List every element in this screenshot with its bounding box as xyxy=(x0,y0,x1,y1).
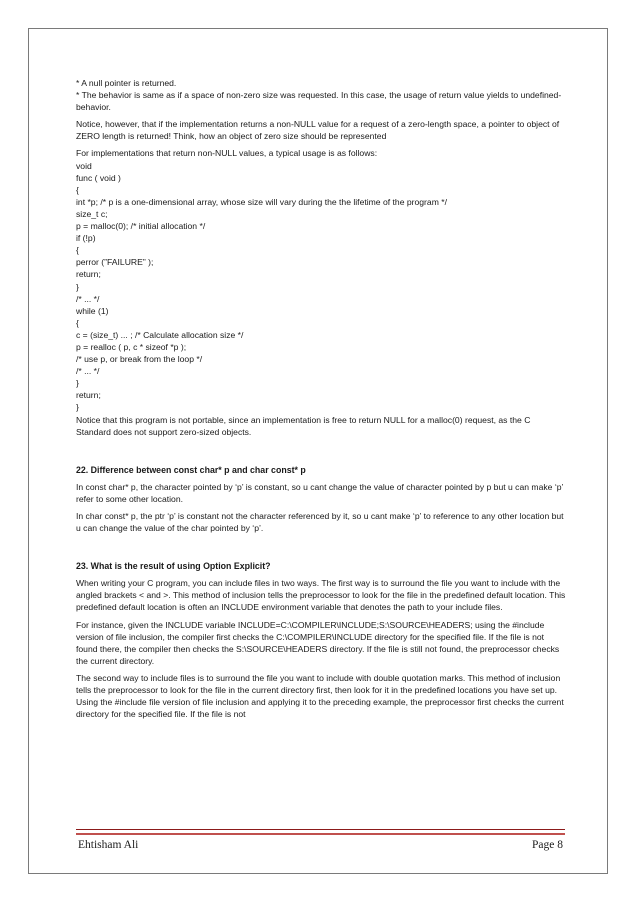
code-line: /* use p, or break from the loop */ xyxy=(76,354,203,365)
usage-paragraph: For implementations that return non-NULL values, a typical usage is as follows: xyxy=(76,148,378,159)
code-line: } xyxy=(76,378,79,389)
section-22-heading: 22. Difference between const char* p and char const* p xyxy=(76,464,306,475)
code-line: /* ... */ xyxy=(76,366,100,377)
code-line: c = (size_t) ... ; /* Calculate allocation size */ xyxy=(76,329,244,340)
code-line: perror (”FAILURE” ); xyxy=(76,257,154,268)
code-line: p = realloc ( p, c * sizeof *p ); xyxy=(76,341,187,352)
footer-author: Ehtisham Ali xyxy=(78,839,139,851)
code-line: if (!p) xyxy=(76,233,96,244)
section-23-paragraph-2: For instance, given the INCLUDE variable INCLUDE=C:\COMPILER\INCLUDE;S:\SOURCE\HEADERS; using the #include version of file inclusion, the compiler first checks the C:\COMPILER\INCLUDE directory for the specified file. If the file is not found there, the compiler then checks the S:\SOURCE\HEADERS directory. If the file is still not found, the preprocessor checks the current directory. xyxy=(76,619,560,666)
code-line: /* ... */ xyxy=(76,293,100,304)
notice-paragraph: Notice, however, that if the implementation returns a non-NULL value for a request of a zero-length space, a pointer to object of ZERO length is returned! Think, how an object of zero size should be represented xyxy=(76,119,560,142)
code-line: } xyxy=(76,281,79,292)
section-22-paragraph-2: In char const* p, the ptr ‘p’ is constant not the character referenced by it, so u cant make ‘p’ to reference to any other location but u can change the value of the char pointed by ‘p’. xyxy=(76,511,564,534)
bullet-nonzero-size: * The behavior is same as if a space of non-zero size was requested. In this case, the usage of return value yields to undefined-behavior. xyxy=(76,90,562,113)
code-line: { xyxy=(76,184,79,195)
page-content xyxy=(76,77,566,720)
section-22-paragraph-1: In const char* p, the character pointed by ‘p’ is constant, so u cant change the value of character pointed by p but u can make ‘p’ refer to some other location. xyxy=(76,481,564,504)
code-line: size_t c; xyxy=(76,208,108,219)
code-line: return; xyxy=(76,390,101,401)
code-line: { xyxy=(76,245,79,256)
code-line: } xyxy=(76,402,79,413)
section-23-paragraph-1: When writing your C program, you can include files in two ways. The first way is to surround the file you want to include with the angled brackets < and >. This method of inclusion tells the preprocessor to look for the file in the predefined default location. This predefined default location is often an INCLUDE environment variable that denotes the path to your include files. xyxy=(76,578,566,613)
bullet-null-pointer: * A null pointer is returned. xyxy=(76,78,177,88)
footer-divider-accent xyxy=(76,833,565,835)
code-line: while (1) xyxy=(76,305,109,316)
code-block xyxy=(76,160,566,414)
section-23-paragraph-3: The second way to include files is to surround the file you want to include with double quotation marks. This method of inclusion tells the preprocessor to look for the file in the current directory first, then look for it in the predefined locations you have set up. Using the #include file version of file inclusion and applying it to the preceding example, the preprocessor first checks the current directory for the specified file. If the file is not xyxy=(76,672,564,720)
code-line: int *p; /* p is a one-dimensional array, whose size will vary during the the lifetime of the program */ xyxy=(76,196,447,207)
portability-note: Notice that this program is not portable, since an implementation is free to return NULL for a malloc(0) request, as the C Standard does not support zero-sized objects. xyxy=(76,414,531,437)
footer-divider-dark xyxy=(76,829,565,830)
code-line: func ( void ) xyxy=(76,172,121,183)
code-line: void xyxy=(76,160,92,171)
code-line: { xyxy=(76,317,79,328)
section-23-heading: 23. What is the result of using Option Explicit? xyxy=(76,561,271,572)
footer-page-number: Page 8 xyxy=(532,839,563,851)
code-line: return; xyxy=(76,269,101,280)
code-line: p = malloc(0); /* initial allocation */ xyxy=(76,221,206,232)
